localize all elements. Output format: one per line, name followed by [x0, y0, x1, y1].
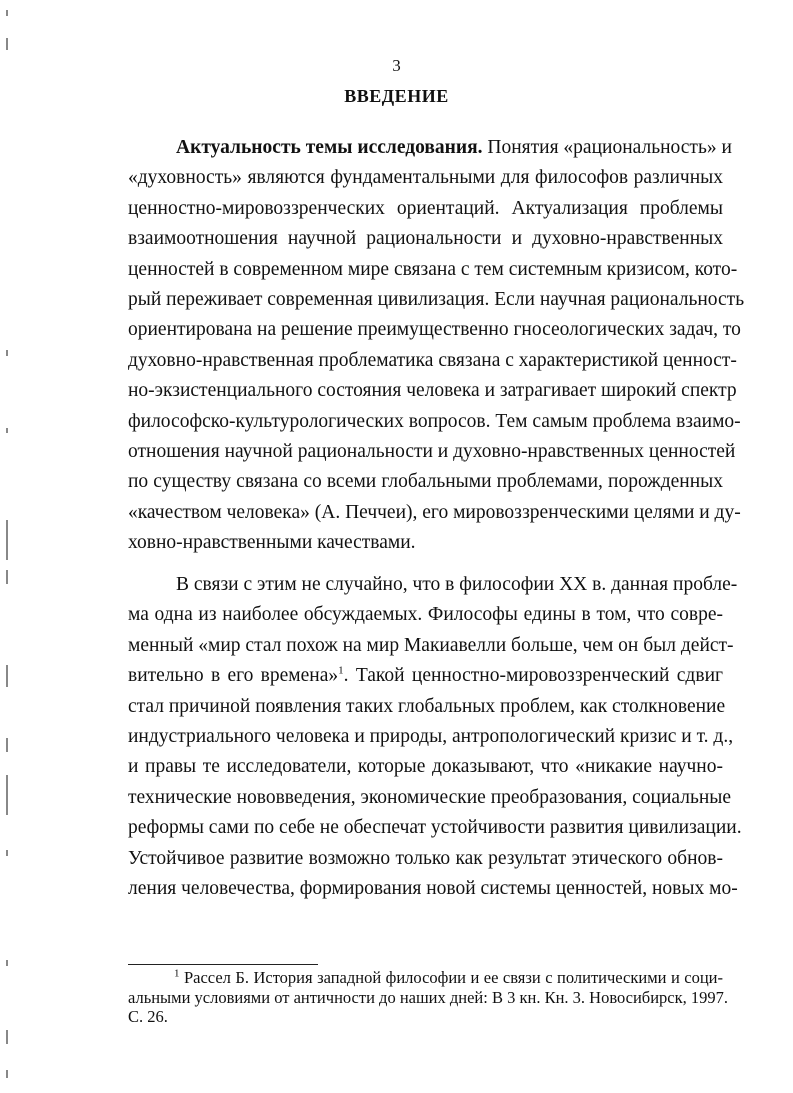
- section-title: ВВЕДЕНИЕ: [344, 86, 449, 106]
- footnote-text: Рассел Б. История западной философии и ее связи с политическими и соци-: [179, 968, 723, 987]
- scan-speck: [6, 850, 8, 856]
- footnote-reference[interactable]: 1: [338, 664, 344, 677]
- paragraph-context: [128, 570, 742, 904]
- text-line: технические нововведения, экономические преобразования, социальные: [128, 786, 732, 808]
- scan-speck: [6, 1070, 8, 1078]
- scan-speck: [6, 10, 8, 16]
- text-line: рый переживает современная цивилизация. Если научная рациональность: [128, 288, 745, 310]
- scan-speck: [6, 570, 8, 584]
- scan-speck: [6, 960, 8, 966]
- text-line: стал причиной появления таких глобальных проблем, как столкновение: [128, 695, 726, 717]
- text-line-content: . Такой ценностно-мировоззренческий сдвиг: [343, 665, 723, 687]
- text-line: В связи с этим не случайно, что в философии XX в. данная пробле-: [176, 574, 738, 595]
- page-number: 3: [392, 56, 401, 75]
- text-line: и правы те исследователи, которые доказывают, что «никакие научно-: [128, 756, 723, 778]
- text-line: но-экзистенциального состояния человека и затрагивает широкий спектр: [128, 380, 737, 402]
- text-line: «качеством человека» (А. Печчеи), его мировоззренческими целями и ду-: [128, 501, 741, 523]
- text-line: взаимоотношения научной рациональности и духовно-нравственных: [128, 228, 723, 250]
- text-line: ценностей в современном мире связана с тем системным кризисом, кото-: [128, 258, 738, 280]
- text-line: ления человечества, формирования новой системы ценностей, новых мо-: [128, 877, 738, 899]
- text-line: Устойчивое развитие возможно только как результат этического обнов-: [128, 847, 723, 869]
- scan-edge-marks: [4, 0, 12, 1093]
- paragraph-relevance: [128, 133, 745, 558]
- scan-speck: [6, 1030, 8, 1044]
- text-line: отношения научной рациональности и духовно-нравственных ценностей: [128, 440, 736, 462]
- text-line: философско-культурологических вопросов. Тем самым проблема взаимо-: [128, 410, 741, 432]
- scan-speck: [6, 428, 8, 433]
- text-line: [128, 661, 723, 691]
- text-line: ховно-нравственными качествами.: [128, 532, 416, 554]
- scan-speck: [6, 350, 8, 356]
- text-line: ма одна из наиболее обсуждаемых. Философы едины в том, что совре-: [128, 604, 723, 626]
- relevance-heading: Актуальность темы исследования.: [176, 137, 483, 158]
- scan-speck: [6, 520, 8, 560]
- footnote-divider: [128, 964, 318, 965]
- text-line: [128, 133, 732, 163]
- scan-speck: [6, 775, 8, 815]
- text-line-content: Понятия «рациональность» и: [482, 137, 732, 158]
- scan-speck: [6, 738, 8, 752]
- text-line: по существу связана со всеми глобальными проблемами, порожденных: [128, 471, 723, 493]
- text-line: ориентирована на решение преимущественно гносеологических задач, то: [128, 319, 741, 341]
- text-line-content: вительно в его времена»: [128, 665, 339, 687]
- text-line: реформы сами по себе не обеспечат устойчивости развития цивилизации.: [128, 817, 742, 839]
- footnote-line: [128, 968, 723, 988]
- footnote: [128, 967, 729, 1027]
- text-line: духовно-нравственная проблематика связана с характеристикой ценност-: [128, 349, 737, 371]
- text-line: менный «мир стал похож на мир Макиавелли больше, чем он был дейст-: [128, 634, 734, 656]
- footnote-marker: 1: [174, 967, 180, 980]
- scan-speck: [6, 38, 8, 50]
- text-line: ценностно-мировоззренческих ориентаций. Актуализация проблемы: [128, 197, 723, 219]
- footnote-line: альными условиями от античности до наших дней: В 3 кн. Кн. 3. Новосибирск, 1997.: [128, 987, 729, 1007]
- scan-speck: [6, 665, 8, 687]
- text-line: индустриального человека и природы, антропологический кризис и т. д.,: [128, 725, 734, 747]
- text-line: «духовность» являются фундаментальными для философов различных: [128, 167, 723, 189]
- footnote-line: С. 26.: [128, 1007, 168, 1026]
